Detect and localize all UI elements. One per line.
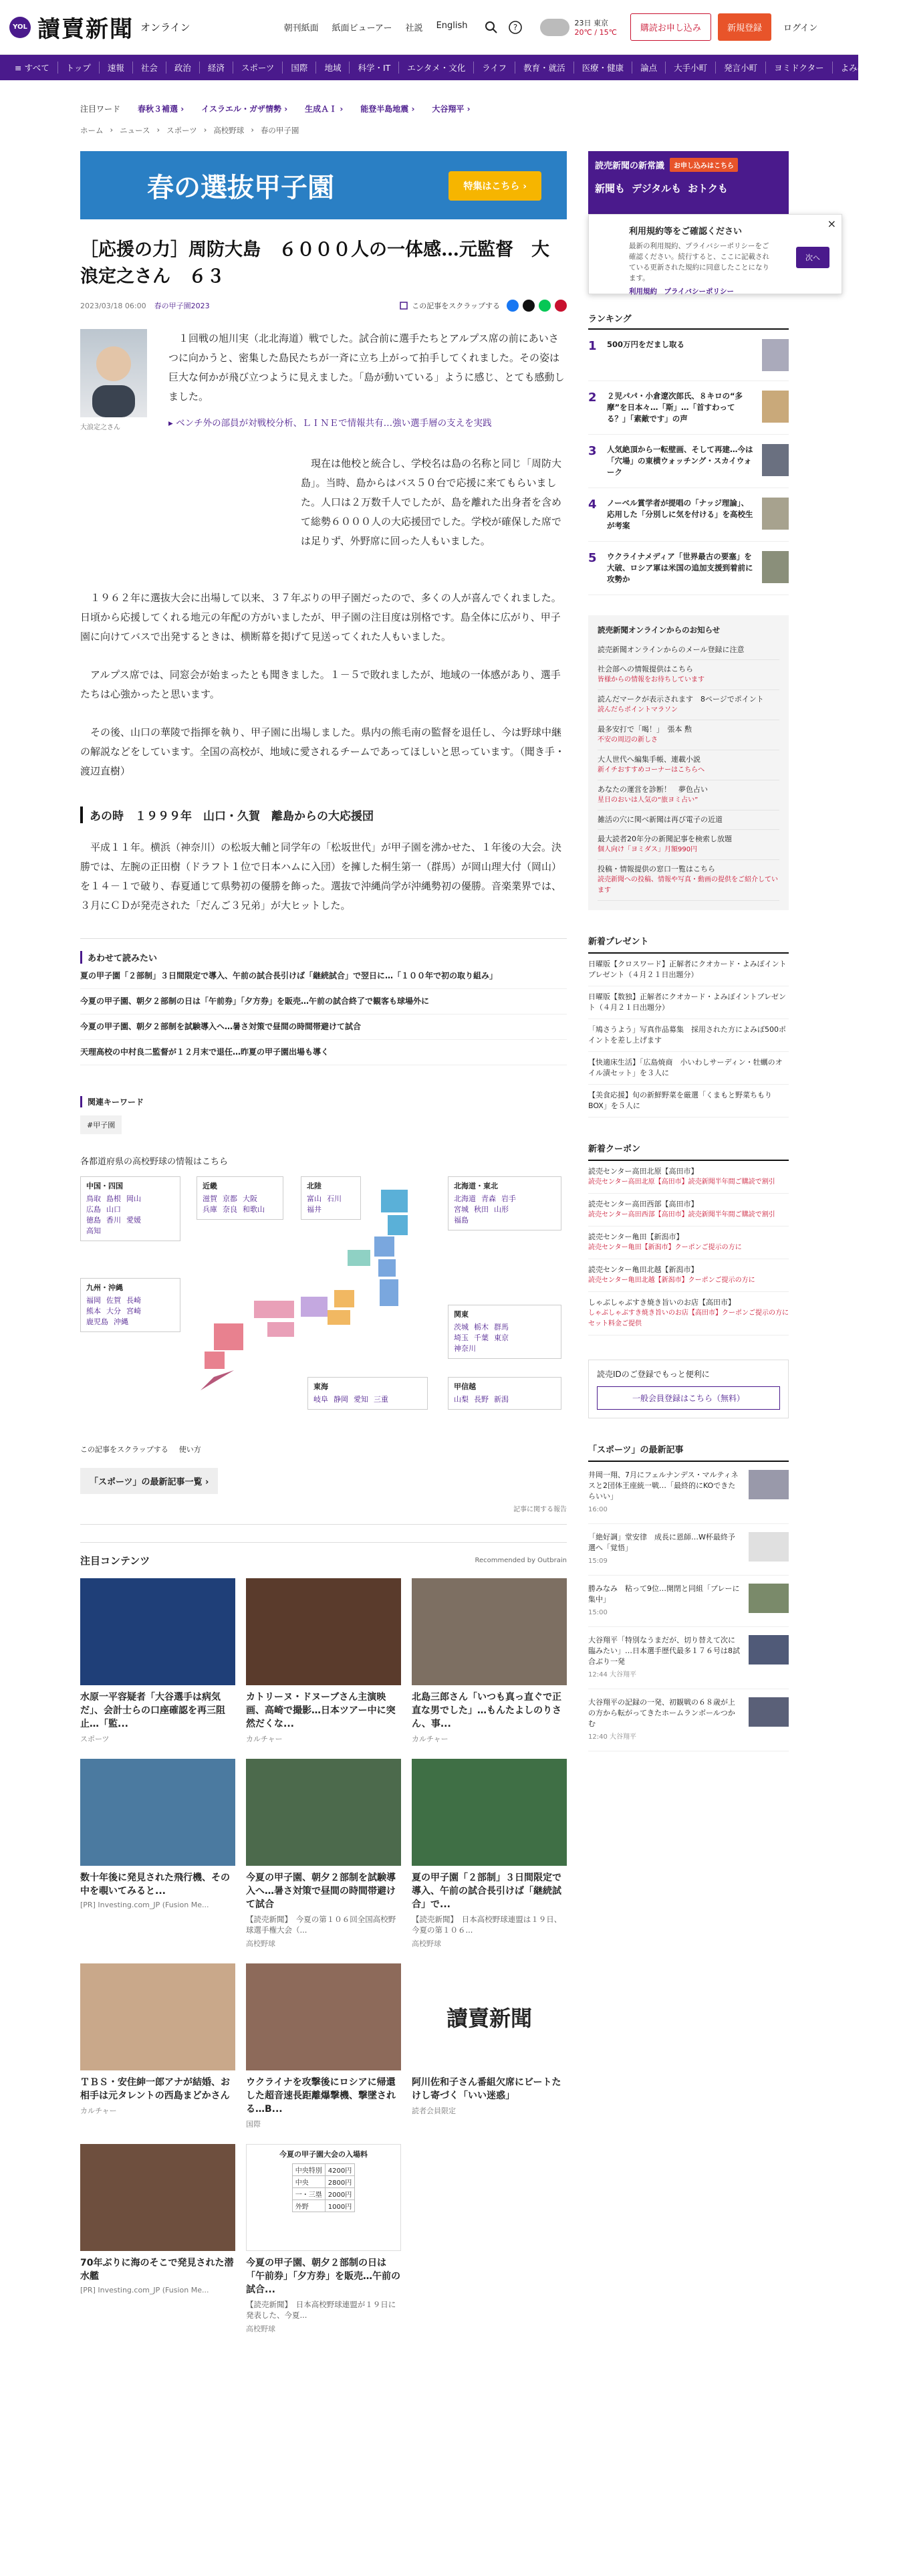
- nav-item[interactable]: 地域: [316, 62, 350, 74]
- card-image: 今夏の甲子園大会の入場料 中央特別 4200円 中央 2800円 一・三塁 2000円 外野 1000円: [246, 2144, 401, 2251]
- nav-item[interactable]: 国際: [283, 62, 316, 74]
- nav-item[interactable]: ≡ すべて: [7, 62, 58, 74]
- ranking-item[interactable]: 5 ウクライナメディア「世界最古の要塞」を大破、ロシア軍は米国の追加支援到着前に攻勢か: [588, 542, 789, 595]
- register-button[interactable]: 新規登録: [718, 13, 771, 41]
- nav-item[interactable]: 論点: [632, 62, 666, 74]
- card-image: [246, 1759, 401, 1866]
- close-icon[interactable]: ×: [827, 217, 836, 230]
- nav-item[interactable]: 速報: [100, 62, 133, 74]
- trend-label: 注目ワード: [80, 104, 121, 114]
- recommend-card[interactable]: 今夏の甲子園大会の入場料 中央特別 4200円 中央 2800円 一・三塁 2000円 外野 1000円 今夏の甲子園、朝夕２部制の日は「午前券」「夕方券」を販売…午前の試合... 【読売新聞】 日本高校野球連盟が１９日に発表した、今夏... 高校野球: [246, 2144, 401, 2334]
- photo-caption: 大浪定之さん: [80, 424, 120, 431]
- top-icons: [484, 20, 523, 35]
- info-item[interactable]: 大人世代へ編集手帳、連載小説 新イチおすすめコーナーはこちらへ: [598, 750, 779, 780]
- read-also-heading: あわせて読みたい: [80, 951, 567, 964]
- bookmark-icon: [400, 302, 408, 310]
- recommend-card[interactable]: 水原一平容疑者「大谷選手は病気だ」、会計士らの口座確認を再三阻止…「監... スポーツ: [80, 1578, 235, 1744]
- read-also-item[interactable]: 今夏の甲子園、朝夕２部制を試験導入へ…暑さ対策で昼間の時間帯避けて試合: [80, 1014, 567, 1040]
- latest-sports-section: [588, 1442, 789, 1751]
- portrait-photo: [80, 329, 147, 417]
- present-item[interactable]: 【快適床生活】「広島焼商 小いわしサーディン・牡蠣のオイル漬セット」を３人に: [588, 1052, 789, 1085]
- latest-sports-button[interactable]: 「スポーツ」の最新記事一覧 ›: [80, 1468, 218, 1494]
- report-link[interactable]: 記事に関する報告: [80, 1503, 567, 1525]
- logo-badge[interactable]: YOL: [9, 17, 31, 38]
- top-header: [0, 0, 858, 55]
- read-also-item[interactable]: 天理高校の中村良二監督が１２月末で退任…昨夏の甲子園出場も導く: [80, 1040, 567, 1065]
- register-box: [588, 1360, 789, 1418]
- ranking-item[interactable]: 2 ２児パパ・小倉遼次郎氏、８キロの“多摩”を日本々…「斯」…「首すわってる？」「素敵です」の声: [588, 381, 789, 435]
- nav-item[interactable]: 大手小町: [666, 62, 716, 74]
- recommend-grid: [80, 1578, 567, 2334]
- info-item[interactable]: 最多安打で「喝！」 張本 勲 不安の周辺の新しさ: [598, 720, 779, 750]
- photo-block: [80, 329, 567, 431]
- nav-item[interactable]: よみぽランド: [840, 63, 891, 73]
- paragraph: 平成１１年。横浜（神奈川）の松坂大輔と同学年の「松坂世代」が甲子園を沸かせた、１年後の大会。決勝では、左腕の正田樹（ドラフト１位で日本ハムに入団）を擁した桐生第一（群馬）が岡山理大付（岡山）を１４－１で破り、春夏通じて県勢初の優勝を飾った。選抜で沖縄尚学が沖縄勢初の優勝。音楽業界では、３月にＣＤが発売された「だんご３兄弟」が大ヒットした。: [80, 841, 562, 911]
- keyword-tag[interactable]: #甲子園: [80, 1115, 122, 1134]
- nav-item[interactable]: 科学・IT: [350, 62, 399, 74]
- ranking-item[interactable]: 1 500万円をだまし取る: [588, 330, 789, 381]
- present-item[interactable]: 日曜版【クロスワード】正解者にクオカード・よみぽイントプレゼント（４月２１日出題分）: [588, 954, 789, 986]
- trend-item[interactable]: 生成ＡＩ ›: [305, 104, 344, 114]
- banner-button[interactable]: 特集はこちら ›: [448, 171, 541, 201]
- card-image: [246, 1578, 401, 1685]
- ranking-heading: ランキング: [588, 312, 789, 330]
- card-image: [80, 1578, 235, 1685]
- prefecture-map: [80, 1176, 567, 1430]
- info-item[interactable]: 読んだマークが表示されます 8ページでポイント 読んだらポイントマラソン: [598, 690, 779, 720]
- scrap-link[interactable]: この記事をスクラップする: [80, 1445, 168, 1454]
- breadcrumb: ホーム › ニュース › スポーツ › 高校野球 › 春の甲子園: [80, 125, 299, 135]
- paragraph: １９６２年に選抜大会に出場して以来、３７年ぶりの甲子園だったので、多くの人が喜んでくれました。日頃から応援してくれる地元の年配の方がいましたが、甲子園の注目度は別格です。島全体に広がり、甲子園に向けてバスで出発するときは、横断幕を掲げて見送ってくれた人もいました。: [80, 592, 561, 643]
- coupon-item[interactable]: 読売センター亀田【新潟市】 読売センター亀田【新潟市】クーポンご提示の方に: [588, 1226, 789, 1259]
- category-nav: [0, 55, 891, 80]
- card-image: [80, 2144, 235, 2251]
- trend-item[interactable]: イスラエル・ガザ情勢 ›: [201, 104, 288, 114]
- weather-widget[interactable]: [540, 17, 617, 37]
- top-link-editorial[interactable]: 社説: [405, 23, 423, 33]
- cloud-icon: [540, 19, 569, 36]
- region-chugoku-shikoku: 中国・四国 鳥取 島根 岡山 広島 山口 徳島 香川 愛媛 高知: [80, 1176, 180, 1241]
- recommend-card[interactable]: ウクライナを攻撃後にロシアに帰還した超音速長距離爆撃機、撃墜される…B... 国際: [246, 1963, 401, 2129]
- info-item[interactable]: 社会部への情報提供はこちら 皆様からの情報をお待ちしています: [598, 660, 779, 690]
- article-date: 2023/03/18 06:00: [80, 301, 146, 310]
- read-also-box: [80, 938, 567, 1065]
- card-image: [412, 1578, 567, 1685]
- nav-item[interactable]: トップ: [58, 62, 100, 74]
- recommend-card[interactable]: 数十年後に発見された飛行機、その中を覗いてみると... [PR] Investing.com_JP (Fusion Me...: [80, 1759, 235, 1949]
- keywords-heading: 関連キーワード: [80, 1096, 567, 1107]
- region-kinki: 近畿 滋賀 京都 大阪 兵庫 奈良 和歌山: [197, 1176, 283, 1220]
- trend-item[interactable]: 能登半島地震 ›: [360, 104, 415, 114]
- latest-item[interactable]: 大谷翔平「特別なうまだが、切り替えて次に臨みたい」…日本選手歴代最多１７６号は8試合ぶり一発 12:44 大谷翔平: [588, 1627, 789, 1689]
- latest-item[interactable]: 大谷翔平の記録の一発、初観戦の６８歳が上の方から転がってきたホームランボールつかむ 12:40 大谷翔平: [588, 1689, 789, 1751]
- terms-popup: [588, 214, 842, 294]
- share-buttons: [507, 300, 567, 312]
- latest-heading: 「スポーツ」の最新記事: [588, 1442, 789, 1462]
- info-heading: 読売新聞オンラインからのお知らせ: [598, 625, 721, 635]
- region-hokuriku: 北陸 富山 石川 福井: [301, 1176, 361, 1220]
- nav-item[interactable]: ヨミドクター: [766, 62, 833, 74]
- nav-item[interactable]: 社会: [133, 62, 166, 74]
- recommend-header: [80, 1542, 567, 1568]
- paragraph: その後、山口の華陵で指揮を執り、甲子園に出場しました。県内の熊毛南の監督を退任し、今は野球中継の解説などをしています。全国の高校が、地域に愛されるチームであってほしいと思っています。（聞き手・渡辺直樹）: [80, 726, 565, 777]
- card-image: [80, 1963, 235, 2070]
- scrap-label: この記事をスクラップする: [412, 302, 500, 310]
- breadcrumb-item[interactable]: スポーツ: [166, 126, 197, 135]
- recommend-card[interactable]: 夏の甲子園「２部制」３日間限定で導入、午前の試合長引けば「継続試合」で... 【読売新聞】 日本高校野球連盟は１９日、今夏の第１０６... 高校野球: [412, 1759, 567, 1949]
- facebook-icon[interactable]: [507, 300, 519, 312]
- site-logo[interactable]: 讀賣新聞: [37, 16, 134, 43]
- related-article-link[interactable]: ▸ ベンチ外の部員が対戦校分析、ＬＩＮＥで情報共有…強い選手層の支えを実践: [168, 418, 492, 429]
- next-button[interactable]: 次へ: [796, 247, 829, 268]
- nav-item[interactable]: 教育・就活: [515, 62, 574, 74]
- outbrain-credit[interactable]: Recommended by Outbrain: [475, 1557, 567, 1564]
- top-link-paper[interactable]: 朝刊紙面: [283, 23, 319, 33]
- card-image: [80, 1759, 235, 1866]
- trend-item[interactable]: 春秋３補選 ›: [138, 104, 184, 114]
- coupon-item[interactable]: 読売センター高田西部【高田市】 読売センター高田西部【高田市】読売新聞半年間ご購読で割引: [588, 1194, 789, 1226]
- top-links: [284, 21, 468, 33]
- popup-body: 最新の利用規約、プライバシーポリシーをご確認ください。続行すると、ここに記載されている更新された規約に同意したことになります。: [629, 242, 769, 282]
- nav-item[interactable]: スポーツ: [233, 62, 283, 74]
- trend-words: [80, 103, 858, 114]
- article-category[interactable]: 春の甲子園2023: [154, 302, 210, 310]
- present-heading: 新着プレゼント: [588, 934, 789, 954]
- read-also-item[interactable]: 今夏の甲子園、朝夕２部制の日は「午前券」「夕方券」を販売…午前の試合終了で観客も球場外に: [80, 989, 567, 1014]
- nav-item[interactable]: エンタメ・文化: [399, 62, 474, 74]
- section-heading: あの時 １９９９年 山口・久賀 離島からの大応援団: [80, 807, 567, 823]
- register-text: 読売IDのご登録でもっと便利に: [597, 1370, 710, 1379]
- card-image: 讀賣新聞: [412, 1963, 567, 2070]
- weather-temp: 20℃ / 15℃: [574, 28, 617, 37]
- info-item[interactable]: 読売新聞オンラインからのメール登録に注意: [598, 641, 779, 660]
- x-icon[interactable]: [523, 300, 535, 312]
- paragraph: １回戦の旭川実（北北海道）戦でした。試合前に選手たちとアルプス席の前にあいさつに向かうと、密集した島民たちが一斉に立ち上がって拍手してくれました。その姿は巨大な何かが飛び立つように見えました。「島が動いている」ように感じ、とても感動しました。: [168, 332, 565, 403]
- info-item[interactable]: あなたの運営を診断！ 夢色占い 星日のおいは人気の“旅ヨミ占い”: [598, 780, 779, 811]
- help-icon[interactable]: [508, 20, 523, 35]
- info-item[interactable]: 雑活の穴に関べ新聞は再び電子の近道: [598, 811, 779, 830]
- breadcrumb-item[interactable]: ニュース: [120, 126, 150, 135]
- paragraph: アルプス席では、同窓会が始まったとも聞きました。１－５で敗れましたが、地域の一体感があり、選手たちは心強かったと思います。: [80, 669, 561, 700]
- region-koshinetsu: 甲信越 山梨 長野 新潟: [448, 1377, 561, 1410]
- present-item[interactable]: 【美食応援】旬の新鮮野菜を厳選「くまもと野菜ちもりBOX」を５人に: [588, 1085, 789, 1117]
- sidebar: [588, 151, 789, 1751]
- scrap-button[interactable]: [400, 300, 500, 311]
- portrait-illustration: [80, 329, 147, 417]
- coupon-item[interactable]: 読売センター高田北原【高田市】 読売センター高田北原【高田市】読売新聞半年間ご購読で割引: [588, 1161, 789, 1194]
- mail-icon[interactable]: [555, 300, 567, 312]
- banner-title: 春の選抜甲子園: [147, 171, 334, 203]
- latest-item[interactable]: 勝みなみ 粘って9位…開閉と同組「プレーに集中」 15:00: [588, 1576, 789, 1627]
- subscribe-button[interactable]: 購読お申し込み: [630, 13, 711, 41]
- breadcrumb-item[interactable]: ホーム: [80, 126, 104, 135]
- card-image: [246, 1963, 401, 2070]
- promo-title: 読売新聞の新常識: [595, 161, 665, 171]
- ranking-list: [588, 312, 789, 595]
- svg-text:?: ?: [513, 22, 517, 32]
- card-image: [412, 1759, 567, 1866]
- info-box: [588, 615, 789, 910]
- recommend-card[interactable]: 北島三郎さん「いつも真っ直ぐで正直な男でした」…もんたよしのりさん、事... カルチャー: [412, 1578, 567, 1744]
- site-logo-sub[interactable]: オンライン: [140, 21, 190, 33]
- trend-item[interactable]: 大谷翔平 ›: [432, 104, 471, 114]
- top-link-viewer[interactable]: 紙面ビューアー: [332, 23, 392, 33]
- present-section: [588, 934, 789, 1117]
- weather-date: 23日 東京: [574, 19, 609, 27]
- nav-item[interactable]: 政治: [166, 62, 200, 74]
- promo-pill[interactable]: お申し込みはこちら: [670, 158, 738, 172]
- search-icon[interactable]: [484, 20, 499, 35]
- coupon-item[interactable]: しゃぶしゃぶすき焼き旨いのお店【高田市】 しゃぶしゃぶすき焼き旨いのお店【高田市】クーポンご提示の方にセット料金ご提供: [588, 1292, 789, 1335]
- coupon-section: [588, 1142, 789, 1335]
- fee-table: 中央特別 4200円 中央 2800円 一・三塁 2000円 外野 1000円: [292, 2163, 355, 2212]
- region-hokkaido-tohoku: 北海道・東北 北海道 青森 岩手 宮城 秋田 山形 福島: [448, 1176, 561, 1230]
- popup-links[interactable]: 利用規約 プライバシーポリシー: [629, 288, 734, 296]
- latest-item[interactable]: 「絶好調」堂安律 成長に恩師…W杯最終予選へ「覚悟」 15:09: [588, 1524, 789, 1576]
- region-tokai: 東海 岐阜 静岡 愛知 三重: [307, 1377, 428, 1410]
- coupon-heading: 新着クーポン: [588, 1142, 789, 1161]
- region-kyushu-okinawa: 九州・沖縄 福岡 佐賀 長崎 熊本 大分 宮崎 鹿児島 沖縄: [80, 1278, 180, 1332]
- nav-item[interactable]: 発言小町: [716, 62, 766, 74]
- ranking-item[interactable]: 4 ノーベル賞学者が提唱の「ナッジ理論」、応用した「分別しに気を付ける」を高校生が考案: [588, 488, 789, 542]
- senbatsu-banner[interactable]: [80, 151, 567, 219]
- article-meta: [80, 300, 567, 312]
- latest-item[interactable]: 井岡一翔、7月にフェルナンデス・マルティネスと2団体王座統一戦…「最終的にKOできたらいい」 16:00: [588, 1462, 789, 1524]
- read-also-item[interactable]: 夏の甲子園「２部制」３日間限定で導入、午前の試合長引けば「継続試合」で翌日に…「１００年で初の取り組み」: [80, 964, 567, 989]
- nav-item[interactable]: 医療・健康: [574, 62, 633, 74]
- breadcrumb-item[interactable]: 高校野球: [213, 126, 245, 135]
- register-free-button[interactable]: 一般会員登録はこちら（無料）: [597, 1386, 780, 1410]
- region-kanto: 関東 茨城 栃木 群馬 埼玉 千葉 東京 神奈川: [448, 1305, 561, 1359]
- map-title: 各都道府県の高校野球の情報はこちら: [80, 1157, 229, 1167]
- login-link[interactable]: ログイン: [783, 23, 818, 33]
- recommend-card[interactable]: 讀賣新聞 阿川佐和子さん番組欠席にビートたけし寄づく「いい迷惑」 読者会員限定: [412, 1963, 567, 2129]
- info-item[interactable]: 投稿・情報提供の窓口一覧はこちら 読売新聞への投稿、情報や写真・動画の提供をご紹介しています: [598, 860, 779, 901]
- present-item[interactable]: 日曜版【数独】正解者にクオカード・よみぽイントプレゼント（４月２１日出題分）: [588, 986, 789, 1019]
- info-item[interactable]: 最大読者20年分の新聞記事を検索し放題 個人向け「ヨミダス」月額990円: [598, 830, 779, 860]
- coupon-item[interactable]: 読売センター亀田北越【新潟市】 読売センター亀田北越【新潟市】クーポンご提示の方に: [588, 1259, 789, 1292]
- paragraph: 現在は他校と統合し、学校名は島の名称と同じ「周防大島」。当時、島からはバス５０台で応援に来てもらいました。人口は２万数千人でしたが、島を離れた出身者を含めて総勢６０００人の大応援団でした。学校が確保した席では足りず、外野席に回った人もいました。: [301, 457, 562, 547]
- article-actions: [80, 1444, 567, 1455]
- top-link-english[interactable]: English: [436, 21, 468, 31]
- recommend-card[interactable]: 70年ぶりに海のそこで発見された潜水艦 [PR] Investing.com_JP (Fusion Me...: [80, 2144, 235, 2334]
- article-body: [80, 329, 567, 916]
- nav-item[interactable]: ライフ: [474, 62, 515, 74]
- line-icon[interactable]: [539, 300, 551, 312]
- ranking-item[interactable]: 3 人気絶頂から一転壁画、そして再建…今は「穴場」の東横ウォッチング・スカイウォーク: [588, 435, 789, 488]
- recommend-card[interactable]: カトリーヌ・ドヌーブさん主演映画、高崎で撮影…日本ツアー中に突然だくな... カルチャー: [246, 1578, 401, 1744]
- nav-item[interactable]: 経済: [200, 62, 233, 74]
- article-title: ［応援の力］周防大島 ６０００人の一体感…元監督 大浪定之さん ６３: [80, 239, 549, 287]
- recommend-card[interactable]: 今夏の甲子園、朝夕２部制を試験導入へ…暑さ対策で昼間の時間帯避けて試合 【読売新聞】 今夏の第１０６回全国高校野球選手権大会（... 高校野球: [246, 1759, 401, 1949]
- present-item[interactable]: 「鳩さうよう」写真作品募集 採用された方によみぽ500ポイントを差し上げます: [588, 1019, 789, 1052]
- popup-title: 利用規約等をご確認ください: [629, 227, 743, 237]
- main-column: [80, 151, 567, 2334]
- recommend-heading: 注目コンテンツ: [80, 1555, 150, 1567]
- breadcrumb-item[interactable]: 春の甲子園: [260, 126, 299, 135]
- recommend-card[interactable]: ＴＢＳ・安住紳一郎アナが結婚、お相手は元タレントの西島まどかさん カルチャー: [80, 1963, 235, 2129]
- promo-words: 新聞も デジタルも おトクも: [595, 183, 728, 195]
- usage-link[interactable]: 使い方: [178, 1445, 201, 1454]
